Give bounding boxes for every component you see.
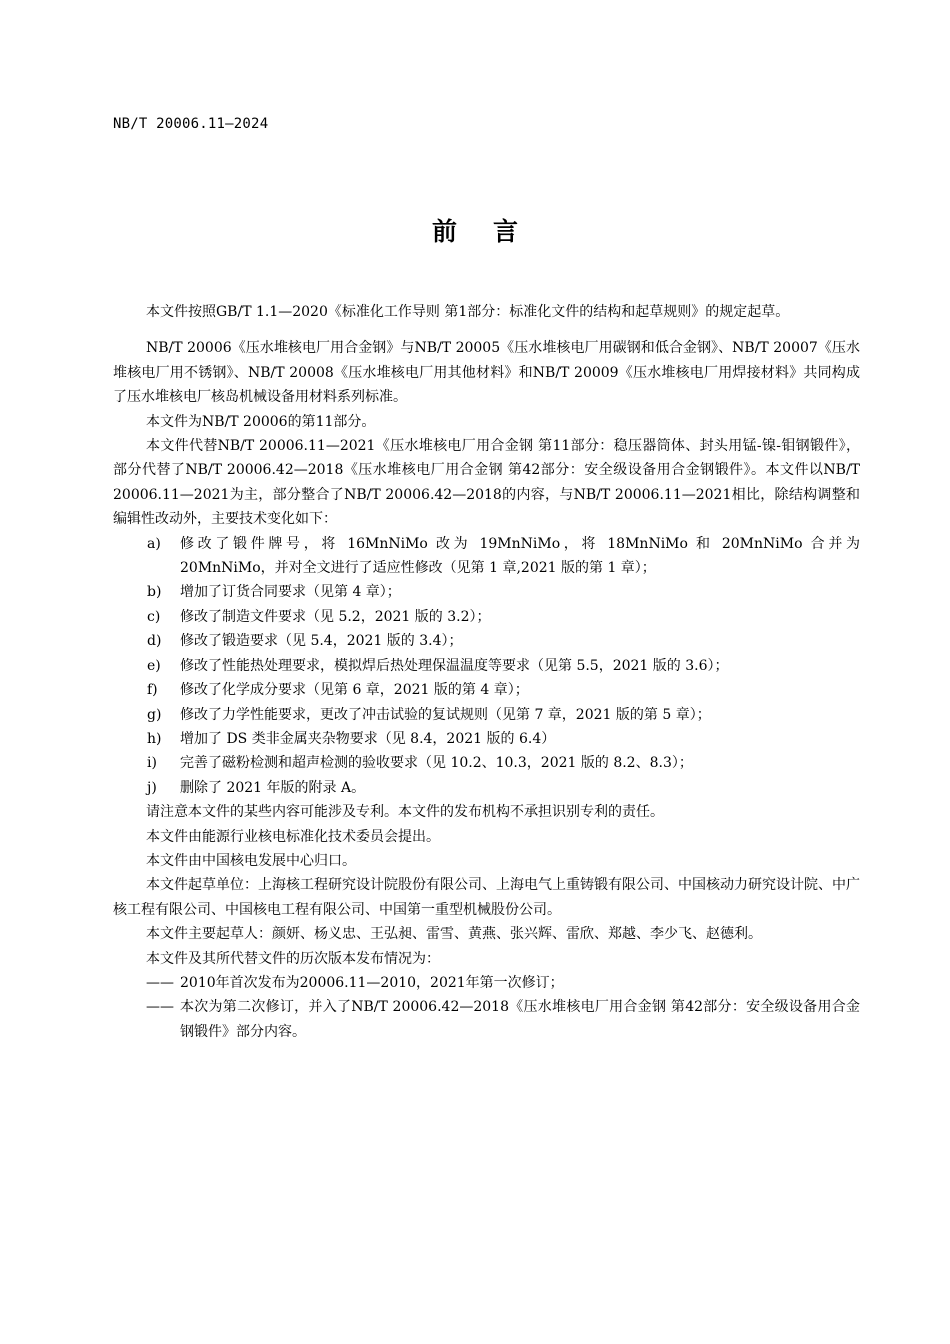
list-item-text: 修改了性能热处理要求，模拟焊后热处理保温温度等要求（见第 5.5，2021 版的 3.6）； xyxy=(180,657,729,674)
list-item-label: —— xyxy=(146,999,174,1016)
list-item-text: 修改了制造文件要求（见 5.2，2021 版的 3.2）； xyxy=(180,608,491,625)
paragraph-drafting-rule: 本文件按照GB/T 1.1—2020《标准化工作导则 第1部分：标准化文件的结构和起草规则》的规定起草。 xyxy=(146,304,790,320)
list-item-label: i) xyxy=(147,755,157,772)
standard-code-header: NB/T 20006.11—2024 xyxy=(113,116,269,132)
list-item xyxy=(113,703,860,727)
list-item-text: 本次为第二次修订，并入了NB/T 20006.42—2018《压水堆核电厂用合金钢 第42部分：安全级设备用合金钢锻件》部分内容。 xyxy=(180,999,860,1040)
list-item-label: —— xyxy=(146,974,174,991)
paragraph-history-intro: 本文件及其所代替文件的历次版本发布情况为： xyxy=(146,950,440,967)
list-item-text: 完善了磁粉检测和超声检测的验收要求（见 10.2、10.3，2021 版的 8.2、8.3）； xyxy=(180,755,693,772)
foreword-body xyxy=(113,300,860,1044)
paragraph-proposer: 本文件由能源行业核电标准化技术委员会提出。 xyxy=(146,828,440,845)
list-item-text: 修改了锻造要求（见 5.4，2021 版的 3.4）； xyxy=(180,633,463,650)
paragraph-centralized: 本文件由中国核电发展中心归口。 xyxy=(146,852,356,869)
list-item-text: 2010年首次发布为20006.11—2010，2021年第一次修订； xyxy=(180,974,564,991)
list-item-text: 修改了化学成分要求（见第 6 章，2021 版的第 4 章）； xyxy=(180,682,529,699)
list-item xyxy=(113,629,860,653)
list-item-label: d) xyxy=(147,633,162,650)
list-item xyxy=(113,971,860,995)
paragraph-drafting-units: 本文件起草单位：上海核工程研究设计院股份有限公司、上海电气上重铸锻有限公司、中国核动力研究设计院、中广核工程有限公司、中国核电工程有限公司、中国第一重型机械股份公司。 xyxy=(113,877,860,918)
history-list xyxy=(113,971,860,1044)
list-item-label: a) xyxy=(147,535,161,552)
paragraph-drafters: 本文件主要起草人：颜妍、杨义忠、王弘昶、雷雪、黄燕、张兴辉、雷欣、郑越、李少飞、赵德利。 xyxy=(146,926,762,943)
list-item xyxy=(113,776,860,800)
list-item-label: b) xyxy=(147,584,162,601)
list-item-label: f) xyxy=(147,682,158,699)
paragraph-patent: 请注意本文件的某些内容可能涉及专利。本文件的发布机构不承担识别专利的责任。 xyxy=(146,804,664,821)
list-item-text: 修改了力学性能要求，更改了冲击试验的复试规则（见第 7 章，2021 版的第 5 章）； xyxy=(180,706,711,723)
list-item-label: h) xyxy=(147,730,162,747)
paragraph-replacement: 本文件代替NB/T 20006.11—2021《压水堆核电厂用合金钢 第11部分：稳压器筒体、封头用锰-镍-钼钢锻件》，部分代替了NB/T 20006.42—2018《压水堆核电厂用合金钢 第42部分：安全级设备用合金钢锻件》。本文件以NB/T 20006.11—2021为主，部分整合了NB/T 20006.42—2018的内容，与NB/T 20006.11—2021相比，除结构调整和编辑性改动外，主要技术变化如下： xyxy=(113,438,860,528)
list-item-label: e) xyxy=(147,657,161,674)
list-item xyxy=(113,727,860,751)
changes-list xyxy=(113,532,860,800)
list-item xyxy=(113,751,860,775)
paragraph-series: NB/T 20006《压水堆核电厂用合金钢》与NB/T 20005《压水堆核电厂用碳钢和低合金钢》、NB/T 20007《压水堆核电厂用不锈钢》、NB/T 20008《压水堆核电厂用其他材料》和NB/T 20009《压水堆核电厂用焊接材料》共同构成了压水堆核电厂核岛机械设备用材料系列标准。 xyxy=(113,340,860,406)
paragraph-part: 本文件为NB/T 20006的第11部分。 xyxy=(146,413,376,430)
list-item-label: g) xyxy=(147,706,162,723)
list-item xyxy=(113,654,860,678)
list-item-text: 修改了锻件牌号，将 16MnNiMo 改为 19MnNiMo，将 18MnNiMo 和 20MnNiMo 合并为20MnNiMo，并对全文进行了适应性修改（见第 1 章,2021 版的第 1 章）； xyxy=(180,535,860,577)
list-item-text: 增加了 DS 类非金属夹杂物要求（见 8.4，2021 版的 6.4） xyxy=(180,730,556,747)
page-title: 前言 xyxy=(431,217,554,246)
list-item-label: j) xyxy=(147,779,157,796)
list-item-label: c) xyxy=(147,608,161,625)
list-item xyxy=(113,605,860,629)
list-item-text: 增加了订货合同要求（见第 4 章）； xyxy=(180,584,401,601)
list-item xyxy=(113,580,860,604)
list-item xyxy=(113,995,860,1044)
list-item-text: 删除了 2021 年版的附录 A。 xyxy=(180,779,366,796)
list-item xyxy=(113,678,860,702)
list-item xyxy=(113,532,860,581)
